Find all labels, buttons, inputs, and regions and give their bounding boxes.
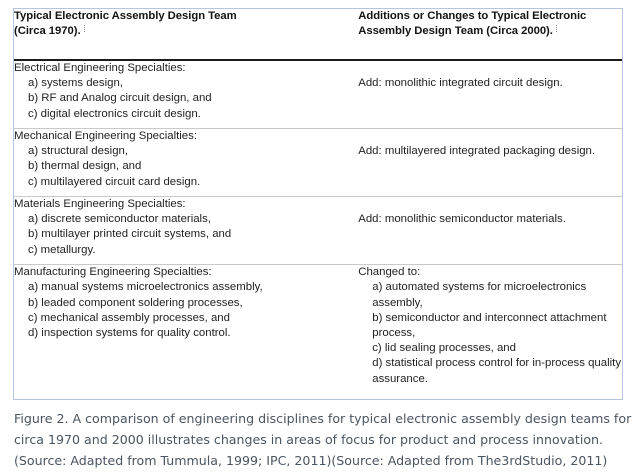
list-item: c) multilayered circuit card design.: [28, 175, 201, 188]
list-item: a) systems design,: [28, 77, 123, 90]
list-item: d) inspection systems for quality control.: [28, 326, 231, 339]
specialty-list: [14, 76, 336, 122]
row-electrical-right: [336, 60, 622, 129]
change-text: Add: monolithic integrated circuit design.: [358, 77, 563, 89]
row-materials-left: [14, 197, 336, 265]
caption-line-1: Figure 2. A comparison of engineering disciplines for typical electronic assembly design teams for: [14, 411, 632, 426]
list-item: c) mechanical assembly processes, and: [28, 311, 230, 324]
header-line-2: Assembly Design Team (Circa 2000).: [358, 24, 622, 39]
table-header-row: [14, 9, 622, 60]
specialty-list: [358, 280, 622, 386]
category-label: Manufacturing Engineering Specialties:: [14, 266, 212, 279]
header-cell-circa-2000: [336, 9, 622, 60]
row-electrical-left: [14, 60, 336, 129]
list-item: b) multilayer printed circuit systems, and: [28, 228, 232, 241]
category-label: Materials Engineering Specialties:: [14, 198, 186, 211]
row-mechanical-left: [14, 129, 336, 197]
row-materials-right: [336, 197, 622, 265]
list-item: b) semiconductor and interconnect attachment process,: [372, 311, 607, 339]
scan-artifact-icon: [84, 25, 87, 32]
header-line-2: (Circa 1970).: [14, 24, 336, 39]
list-item: b) RF and Analog circuit design, and: [28, 92, 212, 105]
comparison-table-container: [13, 8, 623, 400]
list-item: a) manual systems microelectronics assembly,: [28, 281, 263, 294]
table-row: [14, 129, 622, 197]
specialty-list: [14, 280, 336, 341]
category-label: Mechanical Engineering Specialties:: [14, 130, 197, 143]
list-item: a) structural design,: [28, 145, 129, 158]
category-label: Electrical Engineering Specialties:: [14, 62, 186, 74]
list-item: b) thermal design, and: [28, 160, 142, 173]
scan-artifact-icon: [556, 25, 559, 32]
comparison-table: [14, 9, 622, 399]
list-item: a) discrete semiconductor materials,: [28, 213, 211, 226]
caption-line-2: circa 1970 and 2000 illustrates changes in areas of focus for product and process innovation.: [14, 432, 604, 447]
table-row: [14, 197, 622, 265]
change-text: Add: monolithic semiconductor materials.: [358, 213, 566, 226]
specialty-list: [14, 212, 336, 258]
category-label: Changed to:: [358, 266, 421, 279]
header-line-1: Typical Electronic Assembly Design Team: [14, 10, 237, 22]
list-item: b) leaded component soldering processes,: [28, 296, 243, 309]
list-item: c) metallurgy.: [28, 243, 96, 256]
list-item: a) automated systems for microelectronics assembly,: [372, 281, 587, 309]
table-row: [14, 60, 622, 129]
figure-caption: [14, 408, 630, 471]
header-line-1: Additions or Changes to Typical Electronic: [358, 10, 587, 22]
list-item: d) statistical process control for in-process quality assurance.: [372, 357, 622, 385]
list-item: c) digital electronics circuit design.: [28, 107, 201, 120]
change-text: Add: multilayered integrated packaging design.: [358, 145, 596, 158]
specialty-list: [14, 144, 336, 190]
caption-line-3: (Source: Adapted from Tummula, 1999; IPC, 2011)(Source: Adapted from The3rdStudio, 2011): [14, 453, 608, 468]
row-mechanical-right: [336, 129, 622, 197]
table-row: [14, 265, 622, 399]
list-item: c) lid sealing processes, and: [372, 342, 516, 355]
row-manufacturing-left: [14, 265, 336, 399]
header-cell-circa-1970: [14, 9, 336, 60]
row-manufacturing-right: [336, 265, 622, 399]
